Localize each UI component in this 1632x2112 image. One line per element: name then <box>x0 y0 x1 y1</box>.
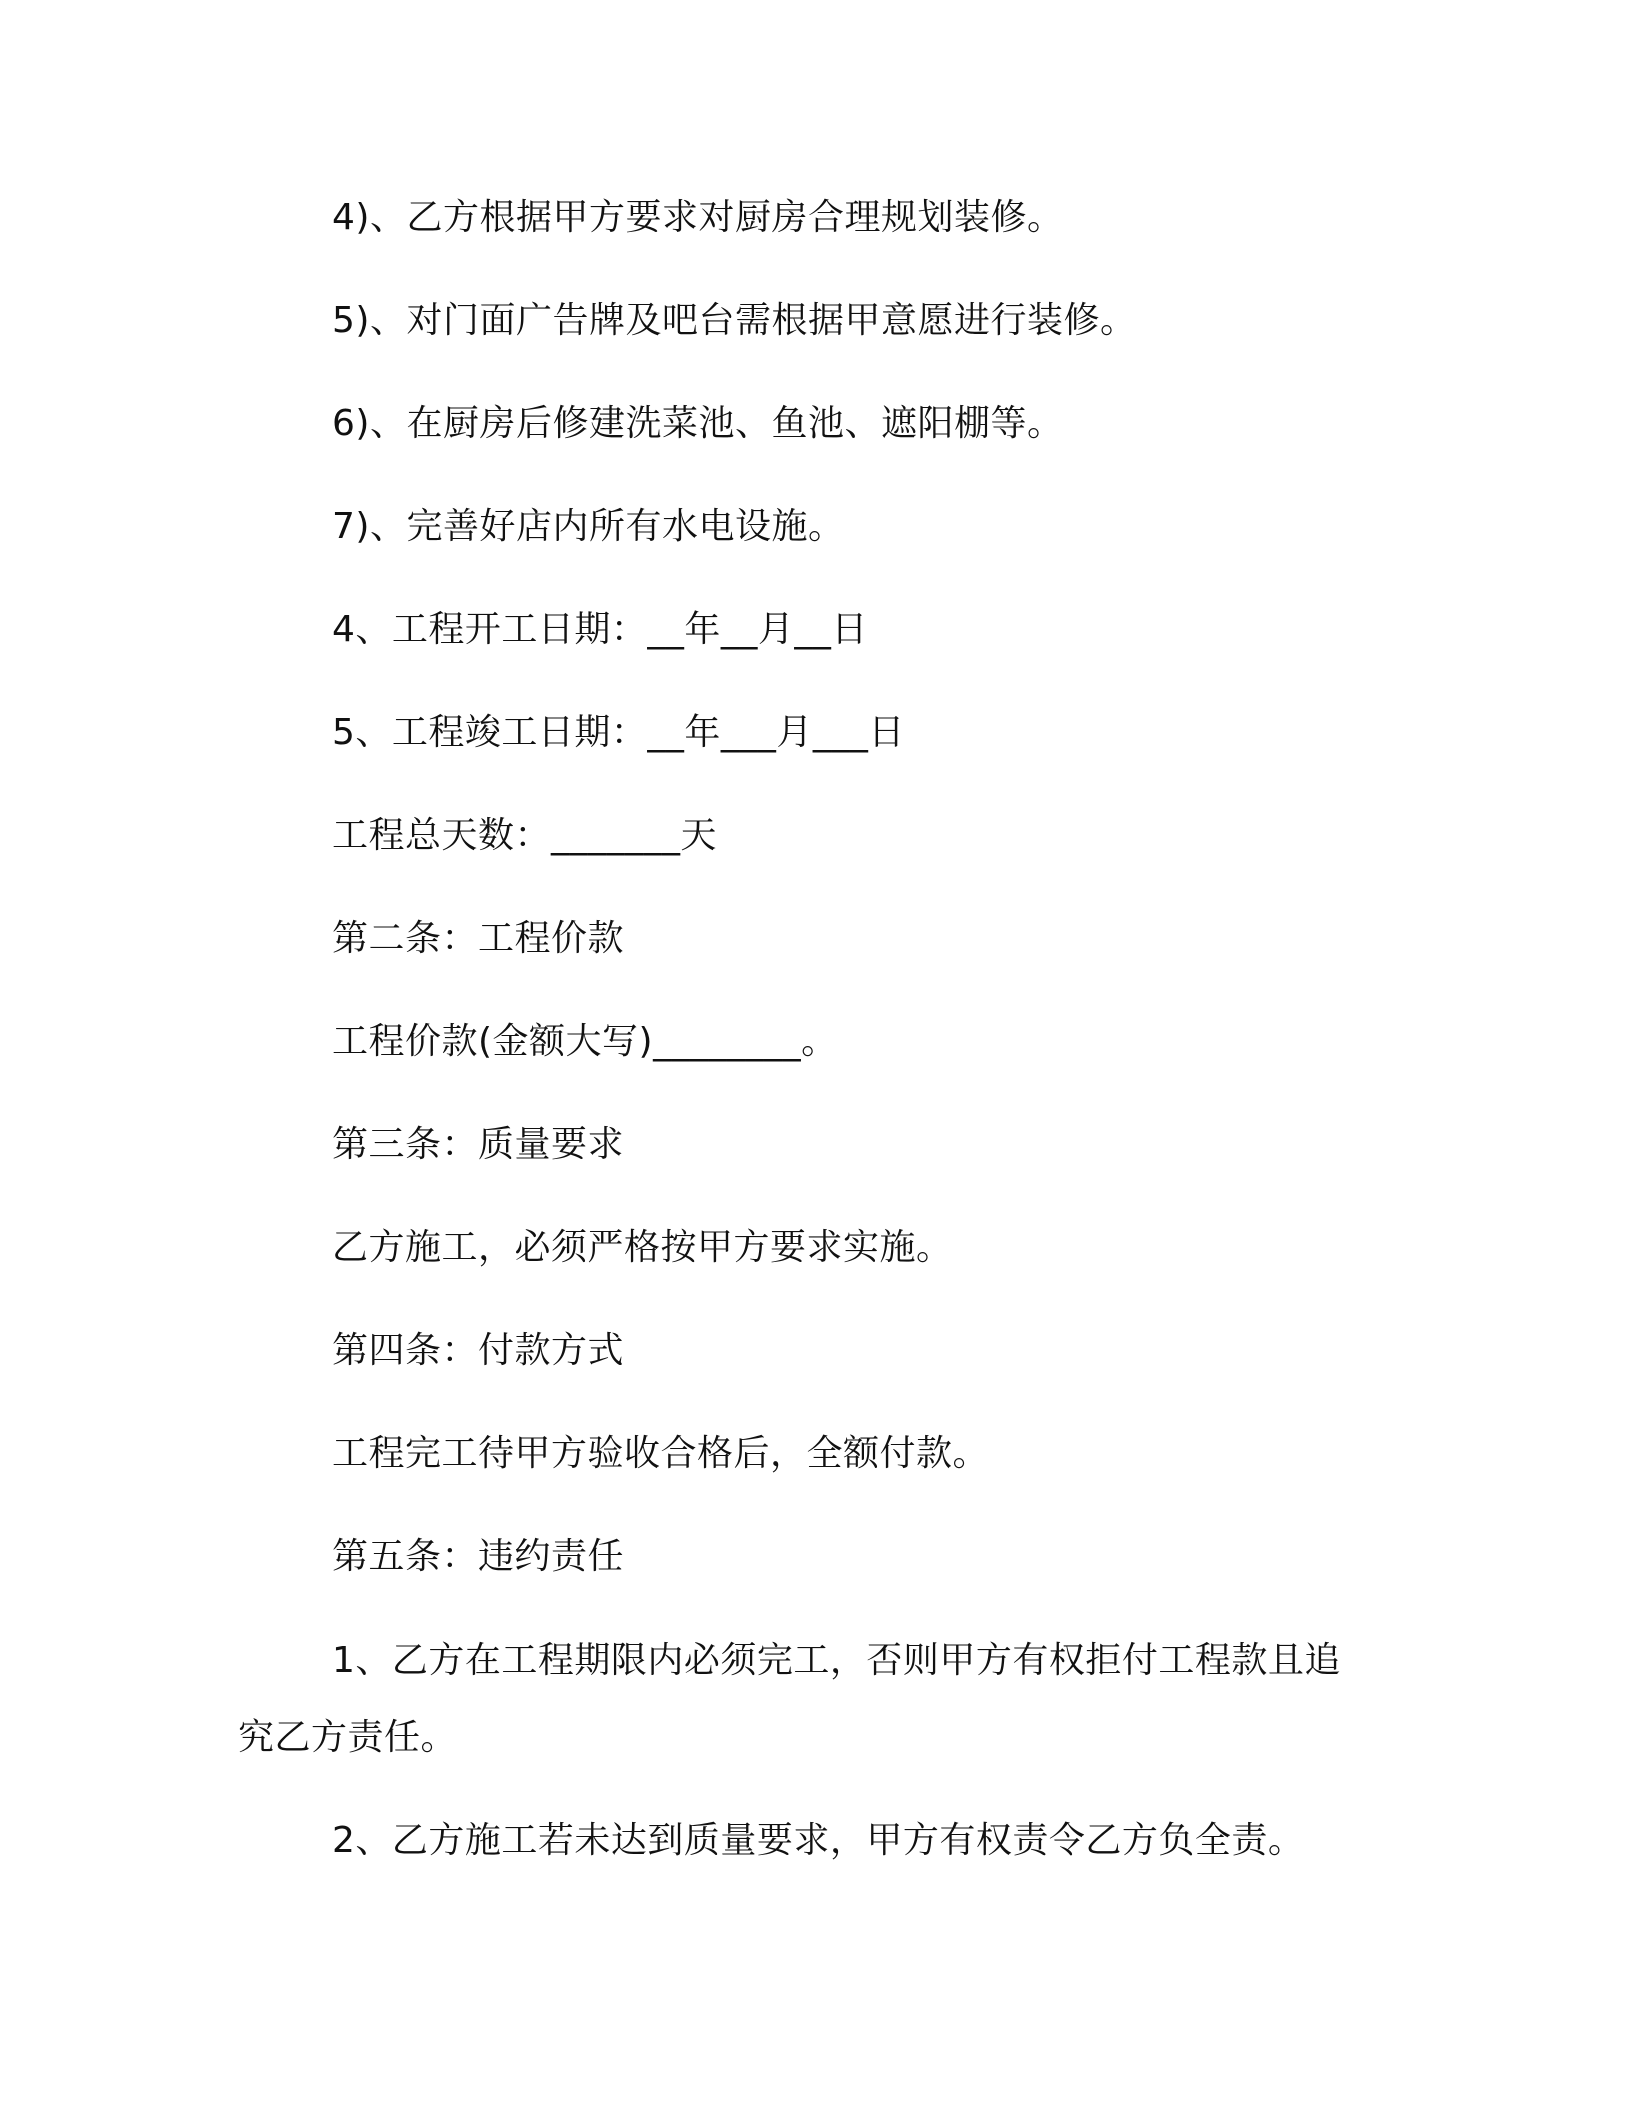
completion-date-line: 5、工程竣工日期：__年___月___日 <box>332 712 905 753</box>
total-days-line: 工程总天数：_______天 <box>332 815 718 856</box>
clause-item-5-signboard: 5)、对门面广告牌及吧台需根据甲意愿进行装修。 <box>332 300 1137 341</box>
quality-text: 乙方施工，必须严格按甲方要求实施。 <box>332 1227 953 1268</box>
article-3-heading: 第三条：质量要求 <box>332 1124 625 1165</box>
payment-text: 工程完工待甲方验收合格后，全额付款。 <box>332 1433 990 1474</box>
liability-item-2: 2、乙方施工若未达到质量要求，甲方有权责令乙方负全责。 <box>332 1820 1305 1861</box>
article-5-heading: 第五条：违约责任 <box>332 1536 625 1577</box>
price-line: 工程价款(金额大写)________。 <box>332 1021 838 1062</box>
liability-item-1-continuation: 究乙方责任。 <box>238 1717 458 1758</box>
clause-item-7-utilities: 7)、完善好店内所有水电设施。 <box>332 506 845 547</box>
liability-item-1: 1、乙方在工程期限内必须完工，否则甲方有权拒付工程款且追 <box>332 1640 1341 1681</box>
clause-item-4-kitchen: 4)、乙方根据甲方要求对厨房合理规划装修。 <box>332 197 1064 238</box>
article-4-heading: 第四条：付款方式 <box>332 1330 625 1371</box>
start-date-line: 4、工程开工日期：__年__月__日 <box>332 609 868 650</box>
article-2-heading: 第二条：工程价款 <box>332 918 625 959</box>
clause-item-6-sink: 6)、在厨房后修建洗菜池、鱼池、遮阳棚等。 <box>332 403 1064 444</box>
